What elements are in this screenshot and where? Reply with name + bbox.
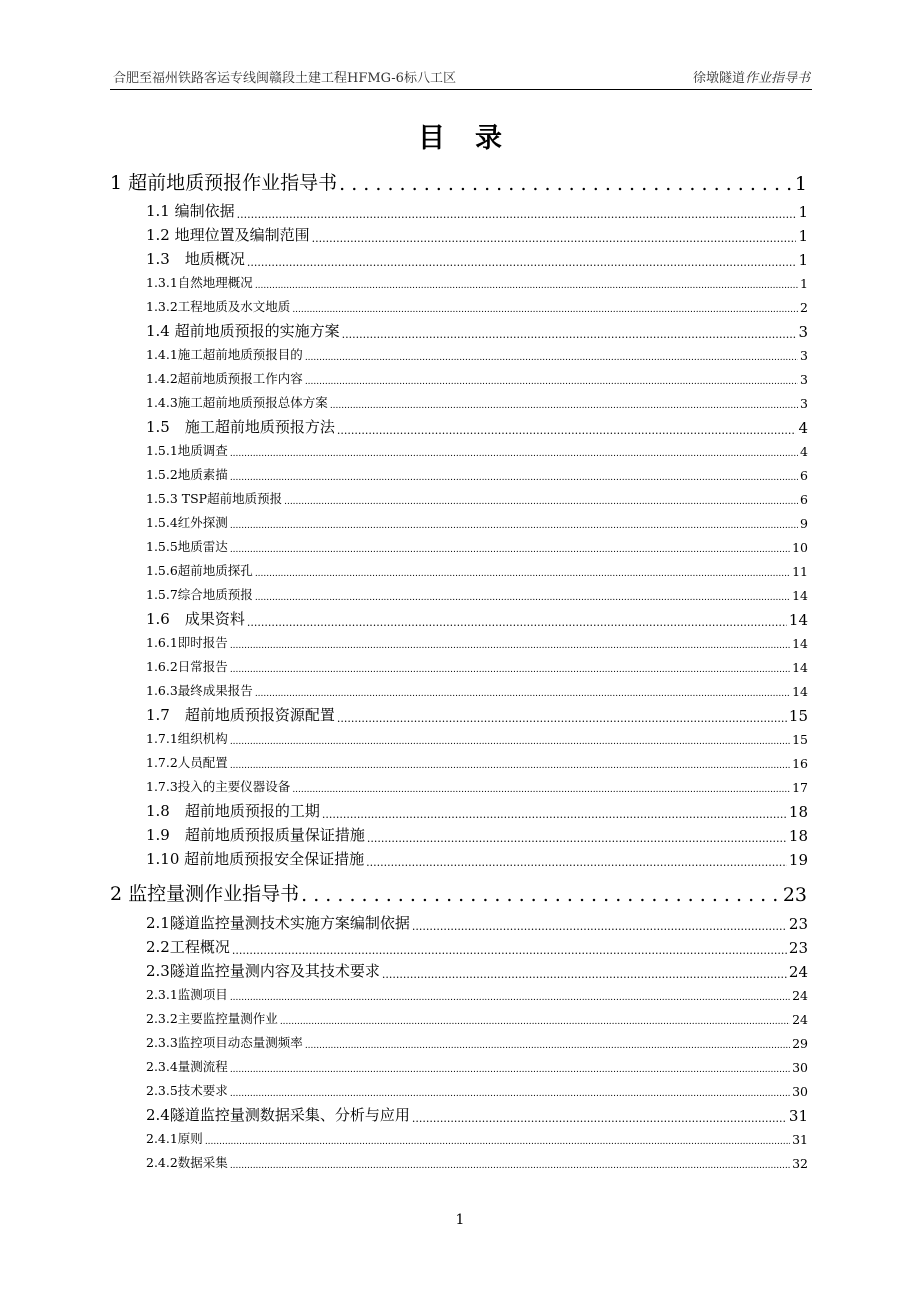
- toc-entry[interactable]: [146, 1079, 808, 1099]
- toc-entry-page: 19: [788, 851, 808, 869]
- toc-entry-label: 1.7.2人员配置: [146, 755, 228, 770]
- toc-entry-page: 4: [798, 419, 808, 437]
- toc-entry-page: 32: [792, 1156, 808, 1171]
- toc-dot-leader: [301, 884, 781, 906]
- toc-dot-leader: [330, 401, 798, 411]
- toc-entry-page: 1: [794, 173, 807, 195]
- toc-dot-leader: [305, 377, 798, 387]
- toc-entry-label: 1.10 超前地质预报安全保证措施: [146, 850, 365, 868]
- toc-dot-leader: [230, 1161, 790, 1171]
- toc-dot-leader: [255, 689, 790, 699]
- toc-entry-page: 1: [798, 227, 808, 245]
- toc-entry[interactable]: [146, 1055, 808, 1075]
- toc-entry-page: 10: [792, 540, 808, 555]
- toc-entry-page: 4: [800, 444, 808, 459]
- toc-entry-label: 1.1 编制依据: [146, 202, 235, 220]
- toc-entry-page: 29: [792, 1036, 808, 1051]
- header-doc-title: [693, 67, 810, 86]
- toc-dot-leader: [382, 968, 787, 981]
- toc-entry[interactable]: [146, 1031, 808, 1051]
- toc-dot-leader: [322, 808, 787, 821]
- toc-entry[interactable]: [146, 983, 808, 1003]
- toc-dot-leader: [305, 353, 798, 363]
- toc-dot-leader: [412, 1112, 787, 1125]
- toc-entry-label: 2.3.1监测项目: [146, 987, 228, 1002]
- toc-dot-leader: [230, 761, 790, 771]
- toc-dot-leader: [230, 641, 790, 651]
- toc-entry-label: 2.2工程概况: [146, 938, 230, 956]
- toc-entry-label: 2.4.2数据采集: [146, 1155, 228, 1170]
- toc-entry[interactable]: [146, 487, 808, 507]
- toc-entry-label: 1.9 超前地质预报质量保证措施: [146, 826, 365, 844]
- toc-entry-page: 14: [788, 611, 808, 629]
- toc-entry-label: 2 监控量测作业指导书: [110, 883, 300, 905]
- toc-dot-leader: [312, 232, 797, 245]
- toc-entry-label: 1.7 超前地质预报资源配置: [146, 706, 335, 724]
- toc-entry-label: 1.6.2日常报告: [146, 659, 228, 674]
- toc-entry-label: 1.4.2超前地质预报工作内容: [146, 371, 303, 386]
- toc-entry-label: 1.7.3投入的主要仪器设备: [146, 779, 291, 794]
- toc-dot-leader: [412, 920, 787, 933]
- toc-entry-label: 1.2 地理位置及编制范围: [146, 226, 310, 244]
- toc-entry-label: 2.3.2主要监控量测作业: [146, 1011, 278, 1026]
- toc-entry-label: 1.3.1自然地理概况: [146, 275, 253, 290]
- toc-dot-leader: [230, 665, 790, 675]
- toc-entry[interactable]: [146, 559, 808, 579]
- toc-entry[interactable]: [146, 511, 808, 531]
- toc-entry[interactable]: [146, 295, 808, 315]
- toc-entry[interactable]: [146, 247, 808, 269]
- toc-entry-page: 15: [788, 707, 808, 725]
- toc-entry[interactable]: [146, 911, 808, 933]
- toc-entry-page: 1: [800, 276, 808, 291]
- toc-entry[interactable]: [146, 935, 808, 957]
- toc-entry-page: 14: [792, 636, 808, 651]
- toc-dot-leader: [255, 593, 790, 603]
- toc-entry-page: 3: [800, 348, 808, 363]
- toc-entry[interactable]: [146, 775, 808, 795]
- toc-dot-leader: [337, 712, 787, 725]
- toc-entry-page: 16: [792, 756, 808, 771]
- toc-entry-page: 11: [792, 564, 808, 579]
- toc-entry-label: 1.5.2地质素描: [146, 467, 228, 482]
- toc-entry-label: 1.5.3 TSP超前地质预报: [146, 491, 283, 506]
- toc-entry[interactable]: [146, 703, 808, 725]
- toc-dot-leader: [292, 305, 798, 315]
- toc-dot-leader: [230, 1089, 790, 1099]
- toc-entry-label: 2.3.4量测流程: [146, 1059, 228, 1074]
- toc-entry-page: 1: [798, 203, 808, 221]
- toc-dot-leader: [305, 1041, 790, 1051]
- toc-entry-label: 1.5.5地质雷达: [146, 539, 228, 554]
- toc-entry-page: 23: [788, 915, 808, 933]
- toc-entry[interactable]: [146, 391, 808, 411]
- toc-entry-label: 1.6 成果资料: [146, 610, 245, 628]
- toc-entry[interactable]: [146, 439, 808, 459]
- toc-entry[interactable]: [146, 271, 808, 291]
- toc-entry-label: 1.7.1组织机构: [146, 731, 228, 746]
- toc-entry[interactable]: [146, 727, 808, 747]
- toc-entry-label: 2.3.5技术要求: [146, 1083, 228, 1098]
- toc-dot-leader: [342, 328, 797, 341]
- toc-dot-leader: [205, 1137, 790, 1147]
- toc-entry[interactable]: [110, 880, 807, 906]
- toc-dot-leader: [230, 521, 798, 531]
- toc-entry-page: 31: [792, 1132, 808, 1147]
- toc-dot-leader: [247, 256, 797, 269]
- page-header: [110, 65, 812, 90]
- toc-entry-page: 31: [788, 1107, 808, 1125]
- toc-entry-label: 1.5.7综合地质预报: [146, 587, 253, 602]
- toc-entry-label: 1.6.3最终成果报告: [146, 683, 253, 698]
- toc-dot-leader: [230, 993, 790, 1003]
- toc-entry-page: 24: [792, 988, 808, 1003]
- toc-entry-label: 2.4.1原则: [146, 1131, 203, 1146]
- page-number: 1: [455, 1212, 465, 1228]
- toc-dot-leader: [230, 545, 790, 555]
- toc-entry-label: 1.5.4红外探测: [146, 515, 228, 530]
- toc-entry[interactable]: [146, 1151, 808, 1171]
- toc-entry-page: 30: [792, 1060, 808, 1075]
- toc-dot-leader: [232, 944, 787, 957]
- toc-dot-leader: [230, 449, 798, 459]
- toc-entry-label: 2.3隧道监控量测内容及其技术要求: [146, 962, 380, 980]
- toc-entry-label: 1.5.1地质调查: [146, 443, 228, 458]
- toc-entry-label: 1.4.3施工超前地质预报总体方案: [146, 395, 328, 410]
- toc-entry-page: 18: [788, 827, 808, 845]
- toc-entry-label: 2.1隧道监控量测技术实施方案编制依据: [146, 914, 410, 932]
- toc-entry[interactable]: [146, 1103, 808, 1125]
- toc-dot-leader: [292, 785, 790, 795]
- toc-entry[interactable]: [146, 583, 808, 603]
- toc-entry-label: 1.3.2工程地质及水文地质: [146, 299, 291, 314]
- toc-entry[interactable]: [146, 607, 808, 629]
- toc-entry-label: 1 超前地质预报作业指导书: [110, 172, 338, 194]
- toc-entry-page: 3: [798, 323, 808, 341]
- toc-entry[interactable]: [146, 343, 808, 363]
- toc-dot-leader: [255, 281, 798, 291]
- toc-entry-page: 24: [792, 1012, 808, 1027]
- toc-dot-leader: [230, 1065, 790, 1075]
- toc-dot-leader: [367, 832, 787, 845]
- toc-entry-label: 1.8 超前地质预报的工期: [146, 802, 320, 820]
- toc-entry-page: 6: [800, 492, 808, 507]
- toc-entry-page: 24: [788, 963, 808, 981]
- toc-entry-page: 14: [792, 660, 808, 675]
- page-title: 目录: [418, 123, 532, 154]
- toc-entry-page: 23: [788, 939, 808, 957]
- toc-entry[interactable]: [110, 169, 807, 195]
- toc-entry-label: 1.6.1即时报告: [146, 635, 228, 650]
- header-project-title: 合肥至福州铁路客运专线闽赣段土建工程HFMG-6标八工区: [113, 71, 456, 86]
- toc-entry[interactable]: [146, 1007, 808, 1027]
- toc-entry[interactable]: [146, 223, 808, 245]
- toc-entry-page: 14: [792, 684, 808, 699]
- toc-dot-leader: [230, 737, 790, 747]
- toc-entry[interactable]: [146, 415, 808, 437]
- toc-entry[interactable]: [146, 751, 808, 771]
- header-tunnel-name: 徐墩隧道: [692, 71, 745, 86]
- toc-entry[interactable]: [146, 847, 808, 869]
- toc-entry[interactable]: [146, 463, 808, 483]
- toc-entry-page: 23: [782, 884, 807, 906]
- toc-entry[interactable]: [146, 823, 808, 845]
- toc-entry-page: 3: [800, 396, 808, 411]
- toc-entry-page: 2: [800, 300, 808, 315]
- toc-dot-leader: [337, 424, 797, 437]
- toc-entry[interactable]: [146, 799, 808, 821]
- toc-entry-label: 1.4 超前地质预报的实施方案: [146, 322, 340, 340]
- toc-dot-leader: [366, 856, 787, 869]
- toc-entry-page: 3: [800, 372, 808, 387]
- toc-entry-page: 17: [792, 780, 808, 795]
- header-doc-type: 作业指导书: [744, 71, 810, 86]
- toc-entry-label: 1.3 地质概况: [146, 250, 245, 268]
- toc-dot-leader: [247, 616, 787, 629]
- toc-entry-page: 1: [798, 251, 808, 269]
- toc-entry-page: 30: [792, 1084, 808, 1099]
- toc-entry-label: 1.5 施工超前地质预报方法: [146, 418, 335, 436]
- toc-entry-page: 9: [800, 516, 808, 531]
- toc-entry[interactable]: [146, 959, 808, 981]
- toc-entry-page: 15: [792, 732, 808, 747]
- toc-dot-leader: [230, 473, 798, 483]
- toc-entry[interactable]: [146, 1127, 808, 1147]
- toc-dot-leader: [284, 497, 798, 507]
- toc-entry[interactable]: [146, 319, 808, 341]
- toc-entry[interactable]: [146, 631, 808, 651]
- toc-entry-page: 18: [788, 803, 808, 821]
- toc-dot-leader: [339, 173, 793, 195]
- toc-dot-leader: [280, 1017, 790, 1027]
- toc-entry[interactable]: [146, 679, 808, 699]
- toc-entry-label: 1.4.1施工超前地质预报目的: [146, 347, 303, 362]
- toc-dot-leader: [255, 569, 790, 579]
- toc-entry[interactable]: [146, 535, 808, 555]
- toc-entry-label: 2.4隧道监控量测数据采集、分析与应用: [146, 1106, 410, 1124]
- toc-entry-page: 14: [792, 588, 808, 603]
- toc-entry-label: 1.5.6超前地质探孔: [146, 563, 253, 578]
- toc-entry[interactable]: [146, 199, 808, 221]
- toc-entry[interactable]: [146, 367, 808, 387]
- toc-entry[interactable]: [146, 655, 808, 675]
- toc-entry-page: 6: [800, 468, 808, 483]
- toc-dot-leader: [237, 208, 797, 221]
- toc-entry-label: 2.3.3监控项目动态量测频率: [146, 1035, 303, 1050]
